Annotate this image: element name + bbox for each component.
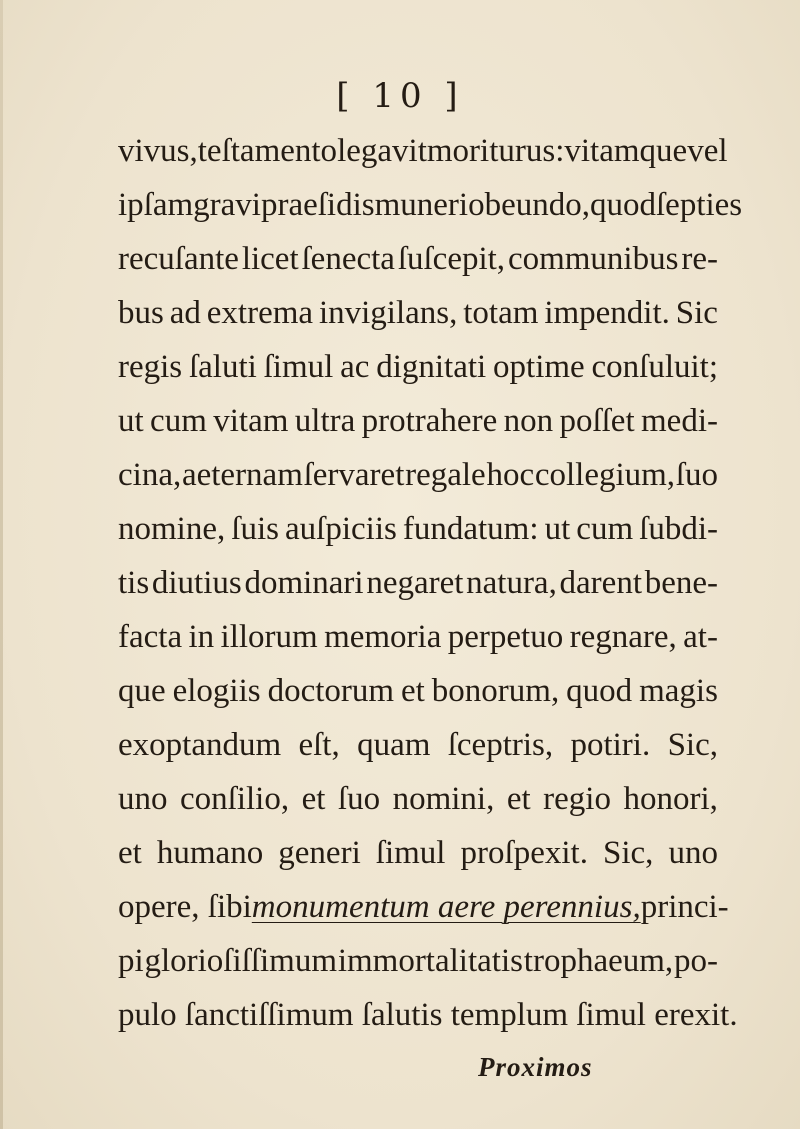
word: poſſet: [559, 403, 635, 439]
word: bus: [118, 295, 164, 331]
word: Sic,: [603, 835, 654, 871]
word: ipſam: [118, 187, 194, 223]
word: moriturus:: [426, 133, 565, 169]
word: immortalitatis: [337, 943, 523, 979]
text-line: [118, 826, 718, 880]
word: facta: [118, 619, 183, 655]
word: ſimul: [375, 835, 446, 871]
text-line: [118, 556, 718, 610]
page-edge: [0, 0, 3, 1129]
word: quod: [590, 187, 656, 223]
word: trophaeum,: [523, 943, 674, 979]
word: Sic: [675, 295, 718, 331]
word: collegium,: [534, 457, 676, 493]
word: proſpexit.: [460, 835, 588, 871]
word: et: [118, 835, 142, 871]
word: uno: [668, 835, 718, 871]
word: pi: [118, 943, 144, 979]
word: Sic,: [667, 727, 718, 763]
text-line: [118, 772, 718, 826]
text-line: [118, 124, 728, 178]
word: perpetuo: [447, 619, 564, 655]
text-line: [118, 178, 743, 232]
word: darent: [559, 565, 642, 601]
word: nomine,: [118, 511, 226, 547]
text-line: [118, 448, 718, 502]
word: extrema: [206, 295, 314, 331]
word: uno: [118, 781, 168, 817]
word: at-: [683, 619, 718, 655]
word: medi-: [641, 403, 718, 439]
word: auſpiciis: [285, 511, 397, 547]
word: bene-: [644, 565, 718, 601]
word: non: [503, 403, 554, 439]
word: diutius: [151, 565, 242, 601]
word: ut: [118, 403, 144, 439]
word: et: [401, 673, 425, 709]
word: que: [118, 673, 166, 709]
word: nomini,: [392, 781, 495, 817]
word: doctorum: [267, 673, 395, 709]
text-line-final: pulo ſanctiſſimum ſalutis templum ſimul erexit.: [118, 997, 738, 1033]
text-segment: opere, ſibi: [118, 889, 252, 925]
word: licet: [241, 241, 299, 277]
word: praeſidis: [260, 187, 375, 223]
text-line: [118, 610, 718, 664]
word: obeundo,: [468, 187, 590, 223]
word: ſepties: [656, 187, 743, 223]
word: dignitati: [376, 349, 487, 385]
word: glorioſiſſimum: [144, 943, 337, 979]
word: regnare,: [569, 619, 677, 655]
word: ſimul: [263, 349, 334, 385]
word: honori,: [623, 781, 718, 817]
word: vitamque: [564, 133, 688, 169]
word: conſilio,: [180, 781, 290, 817]
word: exoptandum: [118, 727, 282, 763]
word: in: [188, 619, 215, 655]
word: ut: [544, 511, 571, 547]
word: ſuis: [231, 511, 279, 547]
word: invigilans,: [318, 295, 458, 331]
italic-quotation: monumentum aere perennius,: [251, 889, 641, 925]
word: vivus,: [118, 133, 198, 169]
word: fundatum:: [402, 511, 539, 547]
text-line: [118, 718, 718, 772]
word: quam: [357, 727, 431, 763]
word: negaret: [366, 565, 464, 601]
word: dominari: [244, 565, 364, 601]
word: totam: [463, 295, 539, 331]
text-line: [118, 340, 718, 394]
text-segment: princi-: [640, 889, 729, 925]
text-line: [118, 286, 718, 340]
word: hoc: [486, 457, 535, 493]
word: tis: [118, 565, 150, 601]
text-line-italic-phrase: [118, 880, 729, 934]
word: po-: [673, 943, 718, 979]
word: gravi: [193, 187, 261, 223]
word: elogiis: [172, 673, 261, 709]
word: regio: [543, 781, 611, 817]
text-line: [118, 664, 718, 718]
word: communibus: [507, 241, 679, 277]
word: cum: [576, 511, 634, 547]
word: cum: [150, 403, 207, 439]
text-line: [118, 394, 718, 448]
body-text: [118, 124, 743, 1042]
text-line: [118, 232, 718, 286]
word: illorum: [220, 619, 318, 655]
word: ſceptris,: [447, 727, 554, 763]
word: aeternam: [181, 457, 303, 493]
word: generi: [278, 835, 361, 871]
word: vel: [687, 133, 728, 169]
word: et: [506, 781, 531, 817]
word: ſenecta: [301, 241, 395, 277]
word: potiri.: [570, 727, 651, 763]
word: eſt,: [298, 727, 340, 763]
word: regis: [118, 349, 183, 385]
word: re-: [681, 241, 718, 277]
word: magis: [639, 673, 718, 709]
word: regale: [405, 457, 486, 493]
word: cina,: [118, 457, 182, 493]
word: ſuo: [337, 781, 381, 817]
word: quod: [566, 673, 633, 709]
word: teſtamento: [197, 133, 338, 169]
word: ſuſcepit,: [397, 241, 506, 277]
word: ad: [169, 295, 201, 331]
word: conſuluit;: [591, 349, 718, 385]
word: protrahere: [361, 403, 498, 439]
word: recuſante: [118, 241, 239, 277]
word: legavit: [337, 133, 427, 169]
word: ultra: [294, 403, 356, 439]
word: bonorum,: [431, 673, 560, 709]
text-line: [118, 934, 718, 988]
word: ac: [340, 349, 370, 385]
page-number: [ 10 ]: [336, 76, 464, 116]
word: memoria: [324, 619, 442, 655]
word: muneri: [374, 187, 469, 223]
word: et: [301, 781, 326, 817]
word: vitam: [213, 403, 289, 439]
word: ſubdi-: [639, 511, 718, 547]
word: impendit.: [544, 295, 670, 331]
text-line: [118, 502, 718, 556]
word: natura,: [466, 565, 557, 601]
catchword: Proximos: [478, 1052, 593, 1082]
word: ſervaret: [303, 457, 405, 493]
word: ſaluti: [188, 349, 257, 385]
word: optime: [493, 349, 585, 385]
word: humano: [156, 835, 264, 871]
word: ſuo: [675, 457, 718, 493]
